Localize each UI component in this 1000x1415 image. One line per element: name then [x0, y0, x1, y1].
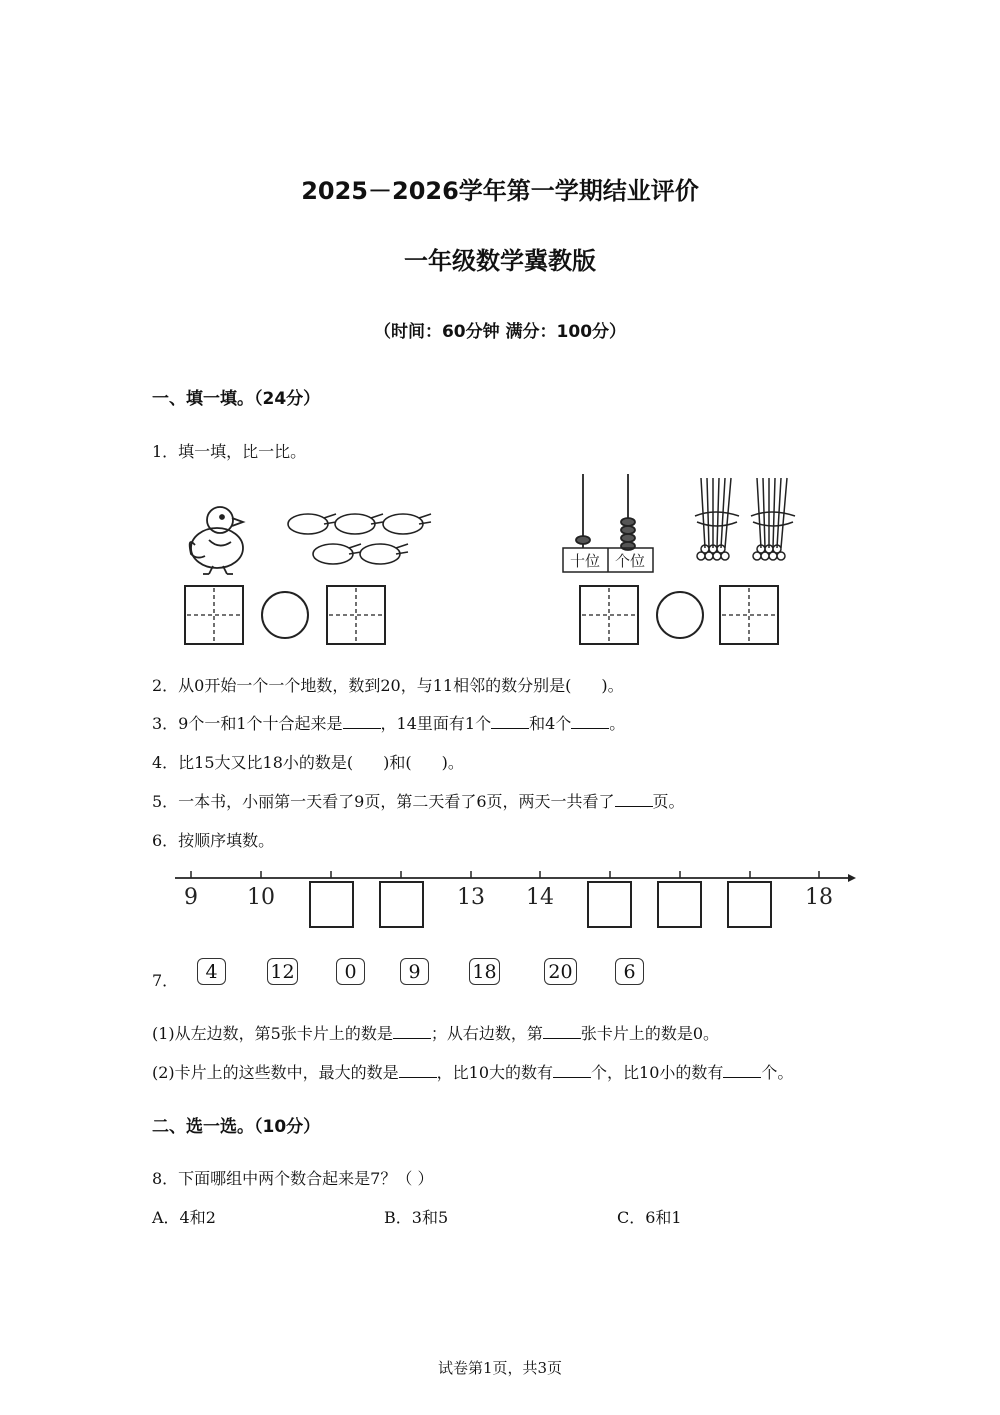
- question-7-part-1: (1)从左边数，第5张卡片上的数是 ；从右边数，第 张卡片上的数是0。: [152, 1024, 720, 1043]
- eggplant-icon-group: [288, 514, 431, 564]
- numberline-answer-box[interactable]: [728, 882, 771, 927]
- numberline-label: 9: [184, 885, 198, 910]
- number-line: [170, 860, 860, 932]
- question-1-illustration: [175, 470, 815, 652]
- question-6: 6．按顺序填数。: [152, 831, 275, 850]
- answer-box-sticks: [720, 586, 778, 644]
- exam-title: 2025－2026学年第一学期结业评价: [301, 177, 699, 205]
- question-7: 7．: [152, 971, 179, 990]
- numberline-answer-box[interactable]: [310, 882, 353, 927]
- answer-box-abacus: [580, 586, 638, 644]
- number-card: 20: [544, 958, 577, 985]
- section-2-heading: 二、选一选。（10分）: [152, 1117, 321, 1137]
- answer-box-chicks: [185, 586, 243, 644]
- numberline-answer-box[interactable]: [380, 882, 423, 927]
- numberline-label: 18: [805, 885, 833, 910]
- numberline-label: 14: [526, 885, 554, 910]
- answer-blank[interactable]: [393, 1024, 431, 1039]
- answer-blank[interactable]: [615, 792, 653, 807]
- option-a[interactable]: A．4和2: [152, 1208, 216, 1227]
- question-8: 8．下面哪组中两个数合起来是7？（ ）: [152, 1169, 434, 1188]
- stick-bundle-icon-group: [695, 478, 795, 560]
- number-card: 12: [267, 958, 298, 985]
- number-card: 18: [469, 958, 500, 985]
- chick-icon: [190, 507, 243, 574]
- compare-circle-right: [657, 592, 703, 638]
- answer-box-eggplants: [327, 586, 385, 644]
- question-3: 3．9个一和1个十合起来是 ，14里面有1个 和4个 。: [152, 714, 626, 733]
- abacus-tens-label: 十位: [569, 552, 601, 570]
- number-card: 0: [336, 958, 365, 985]
- number-card: 9: [400, 958, 429, 985]
- number-card: 4: [197, 958, 226, 985]
- compare-circle-left: [262, 592, 308, 638]
- answer-blank[interactable]: [399, 1063, 437, 1078]
- number-card: 6: [615, 958, 644, 985]
- exam-meta: （时间：60分钟 满分：100分）: [373, 322, 627, 342]
- question-4: 4．比15大又比18小的数是( )和( )。: [152, 753, 464, 772]
- answer-blank[interactable]: [553, 1063, 591, 1078]
- numberline-answer-box[interactable]: [588, 882, 631, 927]
- answer-blank[interactable]: [723, 1063, 761, 1078]
- answer-blank[interactable]: [491, 714, 529, 729]
- numberline-answer-box[interactable]: [658, 882, 701, 927]
- option-b[interactable]: B．3和5: [384, 1208, 449, 1227]
- section-1-heading: 一、填一填。（24分）: [152, 389, 321, 409]
- numberline-label: 10: [247, 885, 275, 910]
- question-2: 2．从0开始一个一个地数，数到20，与11相邻的数分别是( )。: [152, 676, 624, 695]
- option-c[interactable]: C．6和1: [617, 1208, 682, 1227]
- abacus-ones-label: 个位: [614, 552, 646, 570]
- question-7-part-2: (2)卡片上的这些数中，最大的数是 ，比10大的数有 个，比10小的数有 个。: [152, 1063, 794, 1082]
- page-footer: 试卷第1页，共3页: [437, 1359, 563, 1377]
- exam-subtitle: 一年级数学冀教版: [404, 247, 596, 275]
- answer-blank[interactable]: [343, 714, 381, 729]
- answer-blank[interactable]: [571, 714, 609, 729]
- question-1: 1．填一填，比一比。: [152, 442, 307, 461]
- answer-blank[interactable]: [543, 1024, 581, 1039]
- numberline-label: 13: [457, 885, 485, 910]
- question-5: 5．一本书，小丽第一天看了9页，第二天看了6页，两天一共看了 页。: [152, 792, 685, 811]
